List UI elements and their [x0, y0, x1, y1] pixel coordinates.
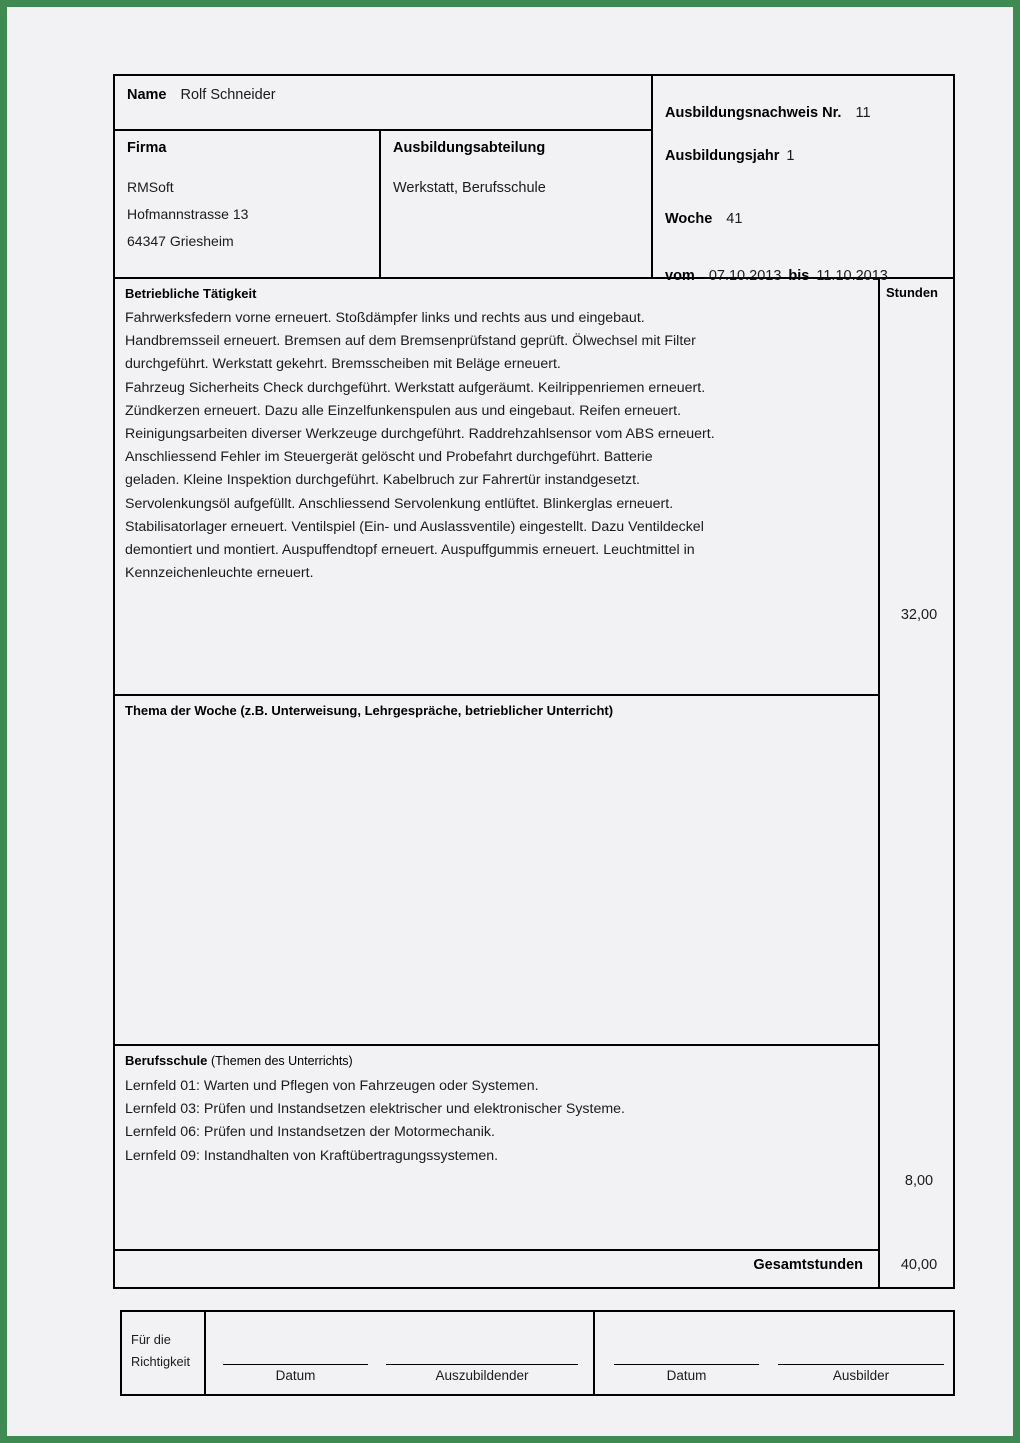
auszubildender-label: Auszubildender	[435, 1368, 529, 1383]
ausbilder-label: Ausbilder	[832, 1368, 890, 1383]
betrieblich-line: demontiert und montiert. Auspuffendtopf erneuert. Auspuffgummis erneuert. Leuchtmittel in	[125, 542, 695, 559]
firma-line-1: RMSoft	[127, 179, 174, 195]
section-thema-der-woche	[125, 702, 870, 724]
betrieblich-line: Fahrwerksfedern vorne erneuert. Stoßdämpfer links und rechts aus und eingebaut.	[125, 310, 645, 326]
nachweis-label: Ausbildungsnachweis Nr.	[665, 105, 842, 121]
betrieblich-line: Stabilisatorlager erneuert. Ventilspiel (Ein- und Auslassventile) eingestellt. Dazu Ventildeckel	[125, 518, 704, 535]
betrieblich-text[interactable]	[125, 307, 870, 585]
lernfeld-line: Lernfeld 03: Prüfen und Instandsetzen elektrischer und elektronischer Systeme.	[125, 1101, 625, 1118]
firma-label: Firma	[127, 140, 167, 156]
woche-value[interactable]: 41	[726, 211, 743, 227]
jahr-label: Ausbildungsjahr	[665, 148, 780, 164]
stunden-betrieblich-value[interactable]: 32,00	[900, 607, 938, 623]
betrieblich-line: Zündkerzen erneuert. Dazu alle Einzelfunkenspulen aus und eingebaut. Reifen erneuert.	[125, 402, 682, 419]
betrieblich-line: Kennzeichenleuchte erneuert.	[125, 565, 314, 582]
header-firma-cell	[113, 129, 381, 279]
name-label: Name	[127, 87, 167, 103]
thema-title: Thema der Woche (z.B. Unterweisung, Lehrgespräche, betrieblicher Unterricht)	[125, 703, 614, 718]
name-value[interactable]: Rolf Schneider	[180, 87, 276, 103]
header-name-cell	[113, 74, 653, 131]
header-abteilung-cell	[379, 129, 653, 279]
datum-ausbilder-label: Datum	[666, 1368, 707, 1383]
section-betriebliche-taetigkeit	[125, 285, 870, 585]
lernfeld-line: Lernfeld 01: Warten und Pflegen von Fahrzeugen oder Systemen.	[125, 1078, 539, 1094]
fuer-die-richtigkeit-cell	[122, 1312, 206, 1394]
jahr-row	[665, 146, 794, 166]
gesamtstunden-value: 40,00	[900, 1257, 938, 1273]
signature-footer	[120, 1310, 955, 1396]
richtigkeit-line-1: Für die	[131, 1332, 171, 1347]
section-berufsschule	[125, 1052, 870, 1168]
header-meta-cell	[651, 74, 955, 284]
berufsschule-title-normal: (Themen des Unterrichts)	[211, 1054, 353, 1068]
ausbilder-signature-line[interactable]	[778, 1364, 944, 1365]
gesamtstunden-label: Gesamtstunden	[753, 1257, 863, 1273]
vom-label: vom	[665, 268, 695, 284]
divider-gesamtstunden	[113, 1249, 880, 1251]
bis-label: bis	[788, 268, 810, 284]
lernfeld-line: Lernfeld 06: Prüfen und Instandsetzen der Motormechanik.	[125, 1124, 495, 1141]
betrieblich-line: geladen. Kleine Inspektion durchgeführt. Kabelbruch zur Fahrertür instandgesetzt.	[125, 472, 641, 489]
footer-middle-divider	[593, 1312, 595, 1394]
jahr-value[interactable]: 1	[786, 148, 795, 164]
berufsschule-title-bold: Berufsschule	[125, 1053, 208, 1068]
firma-line-2: Hofmannstrasse 13	[127, 206, 249, 222]
divider-thema-berufsschule	[113, 1044, 880, 1046]
auszubildender-signature-line[interactable]	[386, 1364, 578, 1365]
vom-value[interactable]: 07.10.2013	[708, 268, 782, 284]
firma-line-3: 64347 Griesheim	[127, 233, 234, 249]
nachweis-row	[665, 103, 871, 123]
datum-auszubildender-line[interactable]	[223, 1364, 368, 1365]
lernfeld-line: Lernfeld 09: Instandhalten von Kraftübertragungssystemen.	[125, 1147, 499, 1164]
datum-ausbilder-line[interactable]	[614, 1364, 759, 1365]
bis-value[interactable]: 11.10.2013	[816, 268, 888, 284]
betrieblich-title: Betriebliche Tätigkeit	[125, 286, 257, 301]
betrieblich-line: Anschliessend Fehler im Steuergerät gelöscht und Probefahrt durchgeführt. Batterie	[125, 449, 653, 466]
betrieblich-line: Fahrzeug Sicherheits Check durchgeführt. Werkstatt aufgeräumt. Keilrippenriemen erneuert.	[125, 379, 706, 396]
nachweis-value[interactable]: 11	[855, 105, 871, 121]
stunden-column-divider	[878, 277, 880, 1289]
abteilung-value[interactable]: Werkstatt, Berufsschule	[393, 180, 546, 196]
berufsschule-title	[125, 1052, 870, 1070]
abteilung-label: Ausbildungsabteilung	[393, 140, 546, 156]
firma-address[interactable]	[127, 174, 367, 255]
divider-activity-thema	[113, 694, 880, 696]
betrieblich-line: durchgeführt. Werkstatt gekehrt. Bremsscheiben mit Beläge erneuert.	[125, 356, 561, 373]
betrieblich-line: Servolenkungsöl aufgefüllt. Anschliessend Servolenkung entlüftet. Blinkerglas erneuert.	[125, 495, 674, 512]
betrieblich-line: Handbremsseil erneuert. Bremsen auf dem Bremsenprüfstand geprüft. Ölwechsel mit Filter	[125, 333, 696, 350]
woche-row	[665, 209, 742, 229]
stunden-berufsschule-value[interactable]: 8,00	[904, 1173, 934, 1189]
stunden-column-header: Stunden	[886, 285, 938, 300]
betrieblich-line: Reinigungsarbeiten diverser Werkzeuge durchgeführt. Raddrehzahlsensor vom ABS erneuert.	[125, 426, 715, 443]
richtigkeit-line-2: Richtigkeit	[131, 1354, 191, 1369]
datum-auszubildender-label: Datum	[275, 1368, 316, 1383]
woche-label: Woche	[665, 211, 713, 227]
ausbildungsnachweis-form	[113, 74, 955, 1396]
berufsschule-text[interactable]	[125, 1075, 870, 1168]
